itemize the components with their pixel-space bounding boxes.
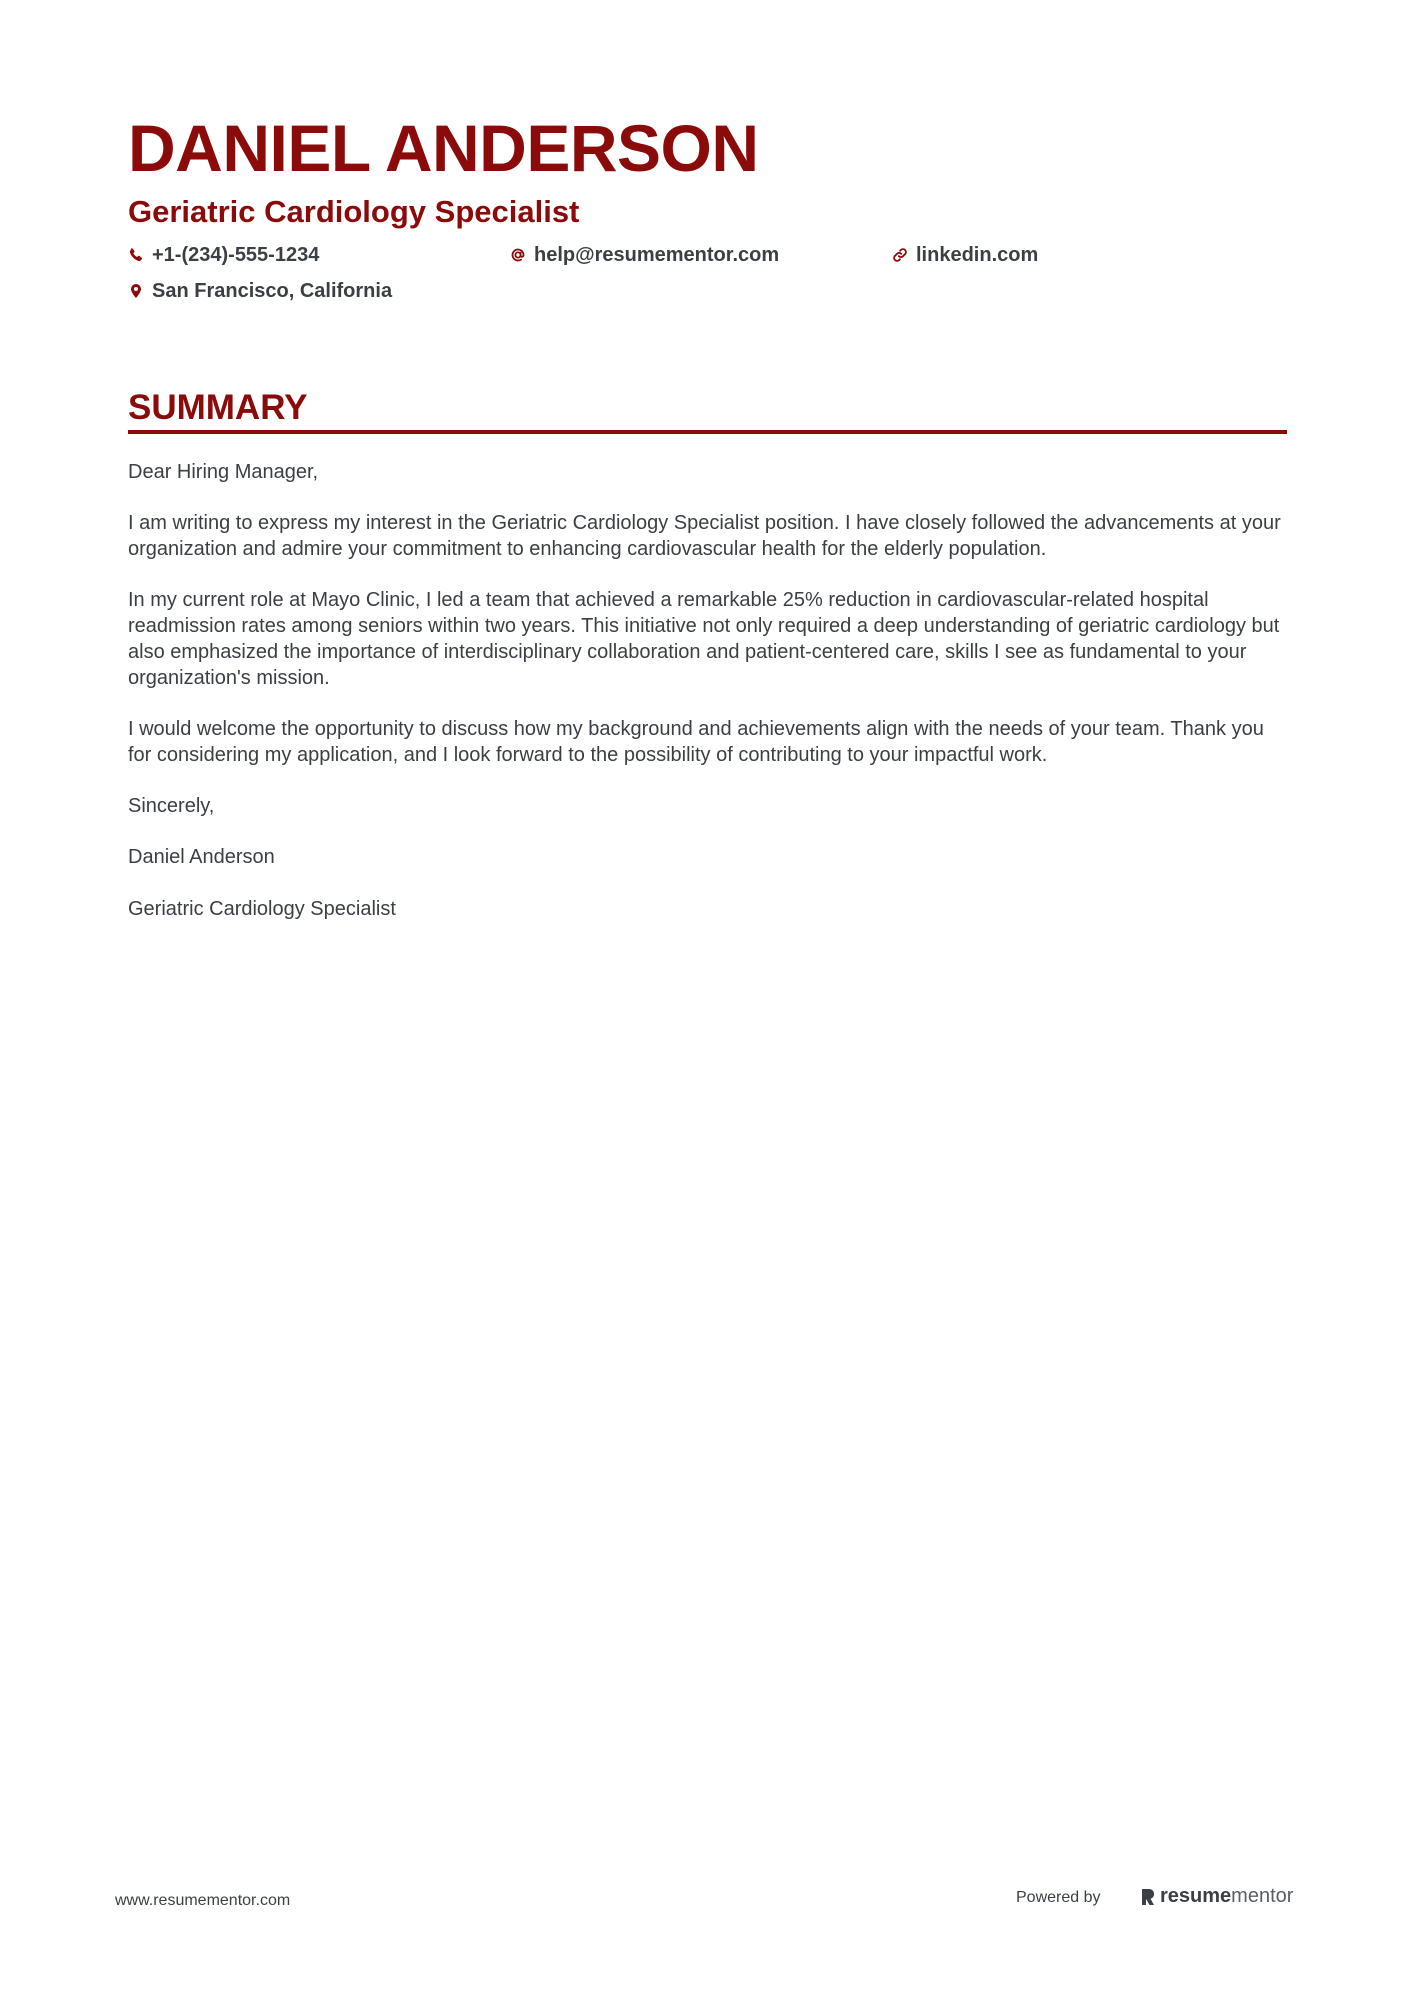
- letter-closing: Sincerely,: [128, 795, 215, 818]
- section-divider: [128, 430, 1287, 434]
- footer-url[interactable]: www.resumementor.com: [115, 1892, 291, 1909]
- location-pin-icon: [128, 283, 144, 299]
- contact-phone: [128, 241, 319, 269]
- brand-logo[interactable]: [1140, 1885, 1293, 1908]
- contact-location: [128, 277, 392, 305]
- brand-name-light: mentor: [1231, 1885, 1294, 1907]
- link-icon: [892, 247, 908, 263]
- letter-paragraph: In my current role at Mayo Clinic, I led a team that achieved a remarkable 25% reduction in cardiovascular-related hospital readmission rates among seniors within two years. This initiative not only required a deep understanding of geriatric cardiology but also emphasized the importance of interdisciplinary collaboration and patient-centered care, skills I see as fundamental to your organization's mission.: [128, 589, 1280, 689]
- at-icon: [510, 247, 526, 263]
- letter-salutation: Dear Hiring Manager,: [128, 461, 319, 483]
- contact-email[interactable]: [510, 241, 779, 269]
- letter-paragraph: I am writing to express my interest in the Geriatric Cardiology Specialist position. I have closely followed the advancements at your organization and admire your commitment to enhancing cardiovascular health for the elderly population.: [128, 512, 1281, 561]
- letter-body: [128, 460, 1288, 948]
- letter-paragraph: I would welcome the opportunity to discuss how my background and achievements align with the needs of your team. Thank you for considering my application, and I look forward to the possibility of contributing to your impactful work.: [128, 717, 1264, 766]
- brand-name-bold: resume: [1160, 1885, 1232, 1907]
- phone-icon: [128, 247, 144, 263]
- letter-signature-title: Geriatric Cardiology Specialist: [128, 897, 396, 920]
- contact-phone-text: +1-(234)-555-1234: [152, 244, 320, 266]
- powered-by-label: Powered by: [1016, 1889, 1101, 1906]
- candidate-role: Geriatric Cardiology Specialist: [128, 194, 580, 229]
- candidate-name: DANIEL ANDERSON: [128, 111, 759, 185]
- contact-linkedin[interactable]: [892, 241, 1038, 269]
- contact-location-text: San Francisco, California: [152, 280, 393, 302]
- resumementor-logo-icon: [1140, 1887, 1156, 1907]
- contact-linkedin-text[interactable]: linkedin.com: [916, 244, 1039, 266]
- section-title-summary: SUMMARY: [128, 388, 308, 427]
- contact-email-text[interactable]: help@resumementor.com: [534, 244, 780, 266]
- letter-signature-name: Daniel Anderson: [128, 846, 275, 869]
